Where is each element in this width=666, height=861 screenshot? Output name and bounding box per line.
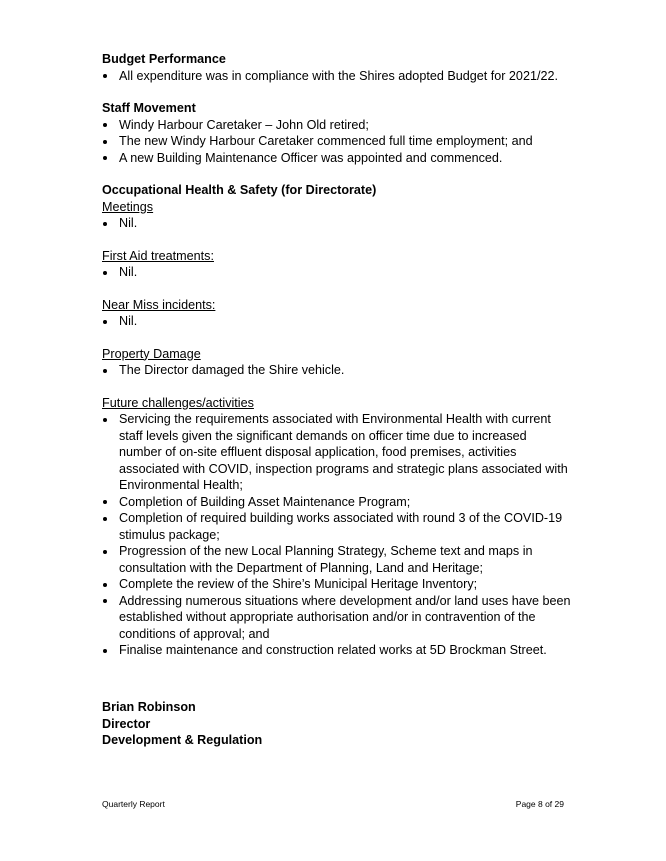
staff-section (102, 100, 572, 166)
signatory-name: Brian Robinson (102, 700, 196, 714)
list-item: Addressing numerous situations where development and/or land uses have been established without appropriate authorisation and/or in contravention of the conditions of approval; and (102, 593, 572, 643)
footer-report-name: Quarterly Report (102, 799, 165, 809)
future-list (102, 411, 572, 659)
meetings-label: Meetings (102, 199, 154, 214)
list-item: Nil. (102, 313, 572, 330)
meetings-list (102, 215, 572, 232)
near-miss-list (102, 313, 572, 330)
near-miss-label: Near Miss incidents: (102, 297, 216, 312)
list-item: The new Windy Harbour Caretaker commenced full time employment; and (102, 133, 572, 150)
property-damage-list (102, 362, 572, 379)
list-item: The Director damaged the Shire vehicle. (102, 362, 572, 379)
list-item: Progression of the new Local Planning Strategy, Scheme text and maps in consultation with the Department of Planning, Land and Heritage; (102, 543, 572, 576)
signatory-title: Director (102, 716, 151, 731)
budget-list (102, 68, 572, 85)
signatory-department: Development & Regulation (102, 733, 263, 747)
ohs-section (102, 182, 572, 659)
list-item: All expenditure was in compliance with the Shires adopted Budget for 2021/22. (102, 68, 572, 85)
ohs-heading: Occupational Health & Safety (for Directorate) (102, 183, 377, 197)
future-label: Future challenges/activities (102, 395, 254, 410)
list-item: Complete the review of the Shire’s Municipal Heritage Inventory; (102, 576, 572, 593)
list-item: A new Building Maintenance Officer was appointed and commenced. (102, 150, 572, 167)
staff-heading: Staff Movement (102, 101, 196, 115)
list-item: Servicing the requirements associated with Environmental Health with current staff levels given the significant demands on officer time due to increased number of on-site effluent disposal application, food premises, activities associated with COVID, inspection programs and strategic plans associated with Environmental Health; (102, 411, 572, 494)
list-item: Completion of Building Asset Maintenance Program; (102, 494, 572, 511)
list-item: Nil. (102, 215, 572, 232)
staff-list (102, 117, 572, 167)
budget-section (102, 51, 572, 84)
first-aid-list (102, 264, 572, 281)
list-item: Finalise maintenance and construction related works at 5D Brockman Street. (102, 642, 572, 659)
first-aid-label: First Aid treatments: (102, 248, 214, 263)
report-body (102, 51, 572, 659)
list-item: Completion of required building works associated with round 3 of the COVID-19 stimulus package; (102, 510, 572, 543)
list-item: Windy Harbour Caretaker – John Old retired; (102, 117, 572, 134)
signature-block (102, 699, 262, 749)
budget-heading: Budget Performance (102, 52, 226, 66)
list-item: Nil. (102, 264, 572, 281)
footer-page-number: Page 8 of 29 (515, 799, 564, 809)
property-damage-label: Property Damage (102, 346, 201, 361)
